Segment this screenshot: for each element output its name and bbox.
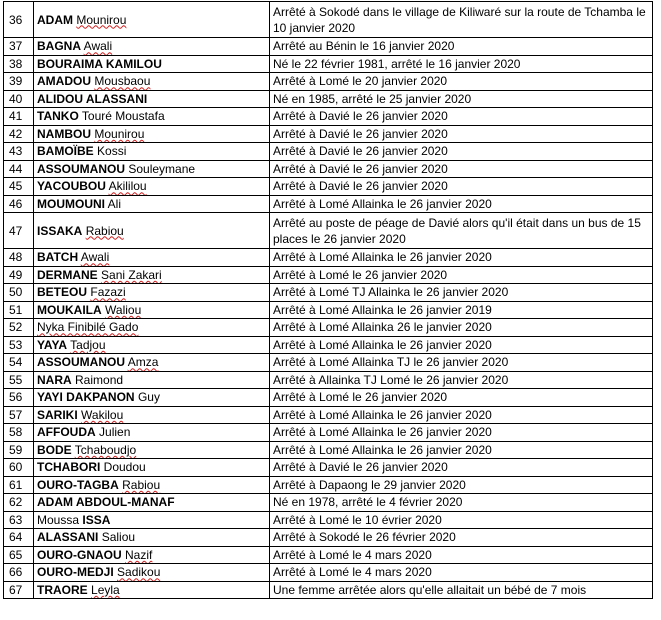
table-row (4, 389, 653, 407)
given-name: Tadjou (70, 337, 106, 352)
arrest-details: Arrêté à Davié le 26 janvier 2020 (270, 125, 653, 143)
arrest-details-text: Arrêté à Lomé le 10 évrier 2020 (273, 512, 442, 527)
given-name: Sani Zakari (101, 267, 162, 282)
surname: ALIDOU ALASSANI (37, 91, 148, 106)
row-number: 55 (4, 371, 34, 389)
table-row (4, 511, 653, 529)
arrest-details: Arrêté à Lomé le 26 janvier 2020 (270, 389, 653, 407)
row-number: 65 (4, 546, 34, 564)
surname: MOUMOUNI (37, 196, 105, 211)
surname: BATCH (37, 250, 79, 265)
person-name (34, 459, 270, 477)
given-name: Kossi (97, 144, 127, 159)
given-name: Nazif (125, 547, 153, 562)
person-name (34, 178, 270, 196)
row-number: 39 (4, 73, 34, 91)
table-row (4, 441, 653, 459)
given-name: Moussa (37, 512, 80, 527)
table-row (4, 178, 653, 196)
surname: OURO-TAGBA (37, 477, 119, 492)
surname: YAYA (37, 337, 68, 352)
surname: TRAORE (37, 582, 88, 597)
table-row (4, 581, 653, 599)
given-name: Doudou (103, 460, 146, 475)
table-row (4, 336, 653, 354)
surname: ADAM (37, 12, 73, 27)
row-number: 62 (4, 494, 34, 512)
given-name: Souleymane (128, 161, 196, 176)
arrest-details: Arrêté à Lomé Allainka le 26 janvier 2020 (270, 441, 653, 459)
given-name: Nyka Finibilé Gado (37, 320, 139, 335)
given-name: Awali (83, 39, 113, 54)
table-row (4, 143, 653, 161)
person-name (34, 581, 270, 599)
row-number: 41 (4, 108, 34, 126)
arrest-details: Arrêté à Davié le 26 janvier 2020 (270, 178, 653, 196)
table-row (4, 459, 653, 477)
table-row (4, 424, 653, 442)
surname: NAMBOU (37, 126, 91, 141)
row-number: 57 (4, 406, 34, 424)
given-name: Waliou (105, 302, 142, 317)
surname: ISSA (82, 512, 111, 527)
given-name: Sadikou (117, 565, 161, 580)
person-name (34, 389, 270, 407)
table-row (4, 284, 653, 302)
row-number: 48 (4, 249, 34, 267)
table-row (4, 319, 653, 337)
arrest-details: Arrêté à Davié le 26 janvier 2020 (270, 108, 653, 126)
table-row (4, 160, 653, 178)
person-name (34, 564, 270, 582)
given-name: Rabiou (85, 223, 124, 238)
arrest-details: Arrêté à Lomé Allainka le 26 janvier 2020 (270, 424, 653, 442)
arrest-details: Né le 22 février 1981, arrêté le 16 janvier 2020 (270, 55, 653, 73)
row-number: 43 (4, 143, 34, 161)
person-name (34, 546, 270, 564)
row-number: 52 (4, 319, 34, 337)
arrest-details: Une femme arrêtée alors qu'elle allaitait un bébé de 7 mois (270, 581, 653, 599)
surname: ISSAKA (37, 223, 83, 238)
surname: OURO-GNAOU (37, 547, 122, 562)
person-name (34, 73, 270, 91)
given-name: Mousbaou (94, 74, 151, 89)
surname: AMADOU (37, 74, 91, 89)
row-number: 59 (4, 441, 34, 459)
given-name: Ali (107, 196, 122, 211)
arrest-details: Arrêté à Davié le 26 janvier 2020 (270, 160, 653, 178)
row-number: 58 (4, 424, 34, 442)
surname: ALASSANI (37, 530, 99, 545)
table-row (4, 2, 653, 38)
given-name: Mounirou (94, 126, 145, 141)
given-name: Tchaboudjo (74, 442, 137, 457)
person-name (34, 125, 270, 143)
given-name: Guy (137, 390, 160, 405)
row-number: 53 (4, 336, 34, 354)
surname: ASSOUMANOU (37, 355, 126, 370)
arrest-details: Arrêté à Lomé le 26 janvier 2020 (270, 266, 653, 284)
row-number: 36 (4, 2, 34, 38)
person-name (34, 2, 270, 38)
person-name (34, 266, 270, 284)
person-name (34, 213, 270, 249)
table-row (4, 90, 653, 108)
surname: BAGNA (37, 39, 81, 54)
given-name: Leyla (91, 582, 120, 597)
person-name (34, 55, 270, 73)
surname: BETEOU (37, 285, 88, 300)
table-row (4, 494, 653, 512)
given-name: Raimond (75, 372, 124, 387)
table-row (4, 73, 653, 91)
row-number: 51 (4, 301, 34, 319)
arrest-details: Arrêté à Davié le 26 janvier 2020 (270, 143, 653, 161)
arrest-details: Arrêté à Sokodé le 26 février 2020 (270, 529, 653, 547)
arrest-details: Arrêté à Lomé Allainka TJ le 26 janvier 2020 (270, 354, 653, 372)
row-number: 37 (4, 38, 34, 56)
arrest-details: Arrêté à Dapaong le 29 janvier 2020 (270, 476, 653, 494)
arrest-details: Arrêté à Lomé Allainka le 26 janvier 2020 (270, 336, 653, 354)
person-name (34, 90, 270, 108)
person-name (34, 143, 270, 161)
table-row (4, 371, 653, 389)
person-name (34, 354, 270, 372)
row-number: 49 (4, 266, 34, 284)
table-row (4, 354, 653, 372)
given-name: Wakilou (81, 407, 124, 422)
given-name: Saliou (101, 530, 136, 545)
row-number: 56 (4, 389, 34, 407)
row-number: 54 (4, 354, 34, 372)
row-number: 40 (4, 90, 34, 108)
table-row (4, 546, 653, 564)
given-name: Fazazi (90, 285, 126, 300)
row-number: 50 (4, 284, 34, 302)
given-name: Rabiou (122, 477, 161, 492)
arrest-details: Né en 1978, arrêté le 4 février 2020 (270, 494, 653, 512)
person-name (34, 108, 270, 126)
table-row (4, 213, 653, 249)
person-name (34, 511, 270, 529)
surname: TANKO (37, 109, 79, 124)
person-name (34, 160, 270, 178)
detainee-table (3, 1, 653, 599)
arrest-details: Arrêté à Lomé le 4 mars 2020 (270, 564, 653, 582)
surname: NARA (37, 372, 72, 387)
person-name (34, 424, 270, 442)
arrest-details: Arrêté à Lomé le 4 mars 2020 (270, 546, 653, 564)
arrest-details: Arrêté au poste de péage de Davié alors qu'il était dans un bus de 15 places le 26 janvier 2020 (270, 213, 653, 249)
row-number: 64 (4, 529, 34, 547)
row-number: 67 (4, 581, 34, 599)
surname: DERMANE (37, 267, 98, 282)
table-row (4, 195, 653, 213)
table-row (4, 249, 653, 267)
arrest-details: Arrêté à Lomé Allainka le 26 janvier 2020 (270, 249, 653, 267)
row-number: 63 (4, 511, 34, 529)
given-name: Amza (127, 355, 159, 370)
given-name: Awali (80, 250, 110, 265)
table-row (4, 38, 653, 56)
surname: ASSOUMANOU (37, 161, 126, 176)
person-name (34, 38, 270, 56)
given-name: Touré Moustafa (81, 109, 165, 124)
surname: SARIKI (37, 407, 78, 422)
table-row (4, 476, 653, 494)
table-row (4, 108, 653, 126)
arrest-details: Arrêté à Lomé Allainka le 26 janvier 2020 (270, 195, 653, 213)
arrest-details: Arrêté à Lomé Allainka le 26 janvier 2019 (270, 301, 653, 319)
person-name (34, 249, 270, 267)
arrest-details: Né en 1985, arrêté le 25 janvier 2020 (270, 90, 653, 108)
person-name (34, 441, 270, 459)
surname: MOUKAILA (37, 302, 102, 317)
arrest-details: Arrêté à Lomé Allainka le 26 janvier 2020 (270, 406, 653, 424)
surname: BAMOÏBE (37, 144, 94, 159)
arrest-details: Arrêté à Allainka TJ Lomé le 26 janvier 2020 (270, 371, 653, 389)
surname: BOURAIMA KAMILOU (37, 56, 162, 71)
arrest-details: Arrêté à Davié le 26 janvier 2020 (270, 459, 653, 477)
arrest-details (270, 511, 653, 529)
person-name (34, 476, 270, 494)
person-name (34, 494, 270, 512)
arrest-details: Arrêté au Bénin le 16 janvier 2020 (270, 38, 653, 56)
person-name (34, 319, 270, 337)
surname: TCHABORI (37, 460, 101, 475)
person-name (34, 336, 270, 354)
row-number: 45 (4, 178, 34, 196)
row-number: 38 (4, 55, 34, 73)
person-name (34, 301, 270, 319)
table-row (4, 529, 653, 547)
person-name (34, 406, 270, 424)
table-row (4, 125, 653, 143)
surname: ADAM ABDOUL-MANAF (37, 495, 175, 510)
table-row (4, 55, 653, 73)
person-name (34, 529, 270, 547)
table-row (4, 564, 653, 582)
person-name (34, 371, 270, 389)
arrest-details: Arrêté à Lomé Allainka 26 le janvier 2020 (270, 319, 653, 337)
row-number: 60 (4, 459, 34, 477)
surname: OURO-MEDJI (37, 565, 114, 580)
arrest-details: Arrêté à Lomé TJ Allainka le 26 janvier 2020 (270, 284, 653, 302)
row-number: 44 (4, 160, 34, 178)
surname: YACOUBOU (37, 179, 106, 194)
row-number: 47 (4, 213, 34, 249)
given-name: Akililou (108, 179, 147, 194)
table-row (4, 301, 653, 319)
surname: AFFOUDA (37, 425, 96, 440)
table-row (4, 406, 653, 424)
arrest-details: Arrêté à Lomé le 20 janvier 2020 (270, 73, 653, 91)
table-row (4, 266, 653, 284)
given-name: Julien (99, 425, 131, 440)
row-number: 61 (4, 476, 34, 494)
surname: BODE (37, 442, 72, 457)
arrest-details: Arrêté à Sokodé dans le village de Kiliwaré sur la route de Tchamba le 10 janvier 2020 (270, 2, 653, 38)
row-number: 46 (4, 195, 34, 213)
person-name (34, 284, 270, 302)
given-name: Mounirou (76, 12, 127, 27)
person-name (34, 195, 270, 213)
surname: YAYI DAKPANON (37, 390, 135, 405)
row-number: 66 (4, 564, 34, 582)
row-number: 42 (4, 125, 34, 143)
